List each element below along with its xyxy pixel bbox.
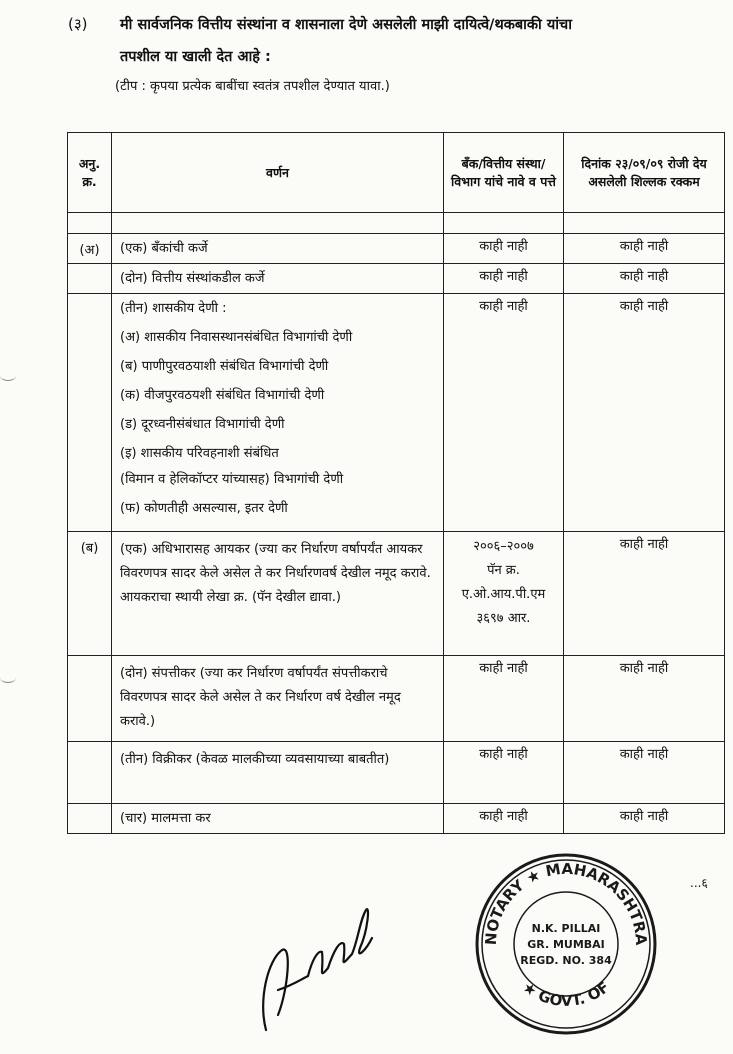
bank-line: २००६–२००७: [473, 539, 534, 554]
sub-item: (इ) शासकीय परिवहनाशी संबंधित: [120, 446, 279, 461]
row-sr: [68, 742, 112, 804]
row-balance: काही नाही: [564, 742, 725, 804]
header-bank: बँक/वित्तीय संस्था/विभाग यांचे नावे व पत्ते: [444, 133, 564, 213]
heading-line-2: तपशील या खाली देत आहे :: [120, 49, 271, 65]
notary-stamp: [474, 852, 658, 1036]
row-bank: काही नाही: [444, 656, 564, 742]
bank-line: ३६९७ आर.: [476, 611, 531, 626]
row-balance: काही नाही: [564, 656, 725, 742]
stamp-line-1: N.K. PILLAI: [531, 922, 601, 935]
stamp-line-3: REGD. NO. 384: [520, 954, 612, 967]
table-header-row: [68, 133, 725, 213]
sub-item: (फ) कोणतीही असल्यास, इतर देणी: [120, 501, 288, 516]
row-sr: (अ): [68, 234, 112, 264]
row-sr: [68, 804, 112, 834]
bank-line: पॅन क्र.: [487, 563, 520, 578]
row-bank: काही नाही: [444, 294, 564, 532]
row-sr: [68, 294, 112, 532]
table-row: [68, 804, 725, 834]
table-row: [68, 656, 725, 742]
table-row: [68, 532, 725, 656]
sub-item: (अ) शासकीय निवासस्थानसंबंधित विभागांची देणी: [120, 330, 353, 345]
punch-hole-mark: [0, 370, 16, 381]
stamp-text-bottom: ★ GOVT. OF: [519, 977, 613, 1010]
row-description: (दोन) संपत्तीकर (ज्या कर निर्धारण वर्षापर्यंत संपत्तीकराचे विवरणपत्र सादर केले असेल ते कर निर्धारण वर्ष देखील नमूद करावे.): [112, 656, 444, 742]
row-description: (एक) अधिभारासह आयकर (ज्या कर निर्धारण वर्षापर्यंत आयकर विवरणपत्र सादर केले असेल ते कर निर्धारणवर्ष देखील नमूद करावे. आयकराचा स्थायी लेखा क्र. (पॅन देखील द्यावा.): [112, 532, 444, 656]
row-bank: काही नाही: [444, 264, 564, 294]
page-marker: ...६: [690, 876, 708, 890]
stamp-line-2: GR. MUMBAI: [527, 938, 605, 951]
heading-note: (टीप : कृपया प्रत्येक बाबींचा स्वतंत्र तपशील देण्यात यावा.): [115, 79, 390, 94]
row-description: (एक) बँकांची कर्जे: [112, 234, 444, 264]
row-description: (चार) मालमत्ता कर: [112, 804, 444, 834]
table-row: [68, 294, 725, 532]
table-spacer-row: [68, 213, 725, 234]
section-number: (३): [68, 15, 88, 33]
row-description: (तीन) विक्रीकर (केवळ मालकीच्या व्यवसायाच्या बाबतीत): [112, 742, 444, 804]
row-bank: काही नाही: [444, 234, 564, 264]
bank-line: ए.ओ.आय.पी.एम: [461, 587, 546, 602]
sub-item: (ड) दूरध्वनीसंबंधात विभागांची देणी: [120, 417, 285, 432]
row-balance: काही नाही: [564, 804, 725, 834]
table-row: [68, 234, 725, 264]
row-sr: [68, 264, 112, 294]
row-description: [112, 294, 444, 532]
row-balance: काही नाही: [564, 532, 725, 656]
row-balance: काही नाही: [564, 234, 725, 264]
row-description: (दोन) वित्तीय संस्थांकडील कर्जे: [112, 264, 444, 294]
row-sr: [68, 656, 112, 742]
row-bank: काही नाही: [444, 804, 564, 834]
table-row: [68, 264, 725, 294]
sub-item: (ब) पाणीपुरवठयाशी संबंधित विभागांची देणी: [120, 359, 329, 374]
liabilities-table: [67, 132, 725, 834]
punch-hole-mark: [0, 672, 16, 683]
header-balance: दिनांक २३/०९/०९ रोजी देय असलेली शिल्लक रक्कम: [564, 133, 725, 213]
heading-line-1: मी सार्वजनिक वित्तीय संस्थांना व शासनाला देणे असलेली माझी दायित्वे/थकबाकी यांचा: [120, 17, 572, 33]
header-description: वर्णन: [112, 133, 444, 213]
stamp-text-top: NOTARY ★ MAHARASHTRA: [481, 859, 651, 946]
table-row: [68, 742, 725, 804]
sub-item: (क) वीजपुरवठयशी संबंधित विभागांची देणी: [120, 388, 325, 403]
sub-item: (विमान व हेलिकॉप्टर यांच्यासह) विभागांची देणी: [120, 472, 344, 487]
signature: [248, 880, 388, 1040]
row-sr: (ब): [68, 532, 112, 656]
row-description-main: (तीन) शासकीय देणी :: [120, 301, 227, 316]
header-sr: अनु. क्र.: [68, 133, 112, 213]
row-bank: काही नाही: [444, 742, 564, 804]
row-balance: काही नाही: [564, 264, 725, 294]
row-balance: काही नाही: [564, 294, 725, 532]
row-bank: [444, 532, 564, 656]
